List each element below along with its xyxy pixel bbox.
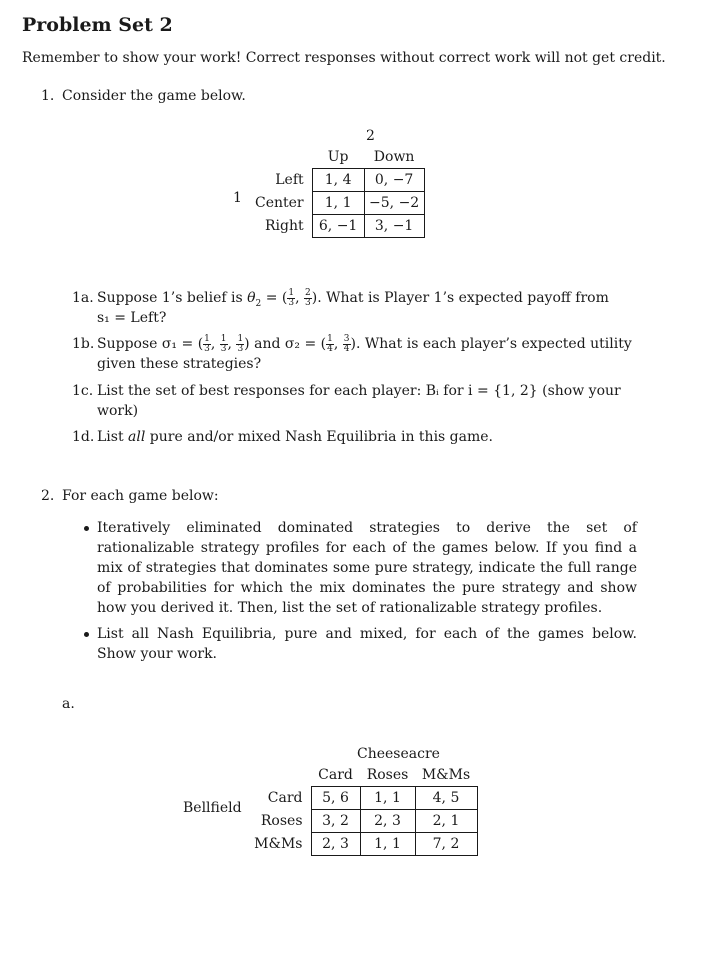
game2-cell: 4, 5 — [415, 787, 477, 810]
game2-row-label: Card — [267, 790, 303, 806]
emphasis: all — [128, 429, 146, 445]
game1-cell: 1, 1 — [312, 192, 364, 215]
game1-cell: 0, −7 — [364, 169, 424, 192]
game2-col-header: Card — [318, 767, 353, 783]
q2-subpart-a: a. — [62, 696, 75, 712]
game2-cell: 3, 2 — [311, 810, 360, 833]
part-1d-label: 1d. — [72, 429, 95, 445]
part-1c-line1: List the set of best responses for each player: Bᵢ for i = {1, 2} (show your — [97, 383, 621, 399]
part-1b-line2: given these strategies? — [97, 356, 262, 372]
q1-number: 1. — [41, 88, 55, 104]
game1-row-label: Left — [275, 172, 304, 188]
game2-row-player-label: Bellfield — [183, 800, 242, 816]
part-1a-label: 1a. — [72, 290, 94, 306]
game2-cell: 2, 3 — [311, 833, 360, 856]
game2-row-label: Roses — [260, 813, 303, 829]
q1-prompt: Consider the game below. — [62, 88, 246, 104]
game1-payoff-matrix — [255, 146, 425, 238]
game1-player2-label: 2 — [366, 128, 375, 144]
game2-cell: 5, 6 — [311, 787, 360, 810]
game1-player1-label: 1 — [233, 190, 242, 206]
game2-col-header: Roses — [366, 767, 409, 783]
fraction-vector: ( $\frac{1}{3}$ , $\frac{2}{3}$ ) — [281, 287, 318, 308]
part-1d-line1: List all pure and/or mixed Nash Equilibria in this game. — [97, 429, 494, 445]
part-1c-label: 1c. — [72, 383, 94, 399]
game2-cell: 7, 2 — [415, 833, 477, 856]
part-1b-label: 1b. — [72, 336, 95, 352]
fraction-vector: ( $\frac{1}{4}$ , $\frac{3}{4}$ ) — [320, 333, 356, 354]
game1-col-header: Up — [327, 149, 349, 165]
part-1b-line1: Suppose σ₁ = ( $\frac{1}{3}$ , $\frac{1}{3}$ , $\frac{1}{3}$ ) and σ₂ = ( $\frac{1}{4}$ , $\frac{3}{4}$ ). What is each player’s expected utility — [97, 333, 632, 354]
page-title: Problem Set 2 — [22, 14, 173, 36]
q2-bullet2: List all Nash Equilibria, pure and mixed, for each of the games below. Show your work. — [97, 626, 637, 662]
game2-cell: 2, 3 — [360, 810, 415, 833]
game1-row-label: Right — [265, 218, 304, 234]
q2-number: 2. — [41, 488, 55, 504]
game2-cell: 1, 1 — [360, 833, 415, 856]
part-1a-line2: s₁ = Left? — [97, 310, 167, 326]
game1-row-label: Center — [255, 195, 304, 211]
game1-col-header: Down — [373, 149, 415, 165]
game2-cell: 1, 1 — [360, 787, 415, 810]
part-1c-line2: work) — [97, 403, 139, 419]
bullet-marker — [84, 632, 89, 637]
game2-col-player-label: Cheeseacre — [357, 746, 440, 762]
fraction-vector: ( $\frac{1}{3}$ , $\frac{1}{3}$ , $\frac{1}{3}$ ) — [197, 333, 250, 354]
game1-cell: 6, −1 — [312, 215, 364, 238]
game1-cell: 3, −1 — [364, 215, 424, 238]
game1-cell: 1, 4 — [312, 169, 364, 192]
part-1a-line1: Suppose 1’s belief is $\theta_2$ = ( $\frac{1}{3}$ , $\frac{2}{3}$ ). What is Player 1’s expected payoff from — [97, 287, 609, 309]
game2-col-header: M&Ms — [421, 767, 471, 783]
q2-prompt: For each game below: — [62, 488, 219, 504]
bullet-marker — [84, 526, 89, 531]
intro-text: Remember to show your work! Correct responses without correct work will not get credit. — [22, 50, 666, 66]
game2-payoff-matrix — [250, 764, 478, 856]
game1-cell: −5, −2 — [364, 192, 424, 215]
game2-row-label: M&Ms — [254, 836, 303, 852]
q2-bullet1: Iteratively eliminated dominated strategies to derive the set of rationalizable strategy profiles for each of the games below. If you find a mix of strategies that dominates some pure strategy, indicate the full range of probabilities for which the mix dominates the pure strategy and show how you derived it. Then, list the set of rationalizable strategy profiles. — [97, 520, 637, 616]
game2-cell: 2, 1 — [415, 810, 477, 833]
